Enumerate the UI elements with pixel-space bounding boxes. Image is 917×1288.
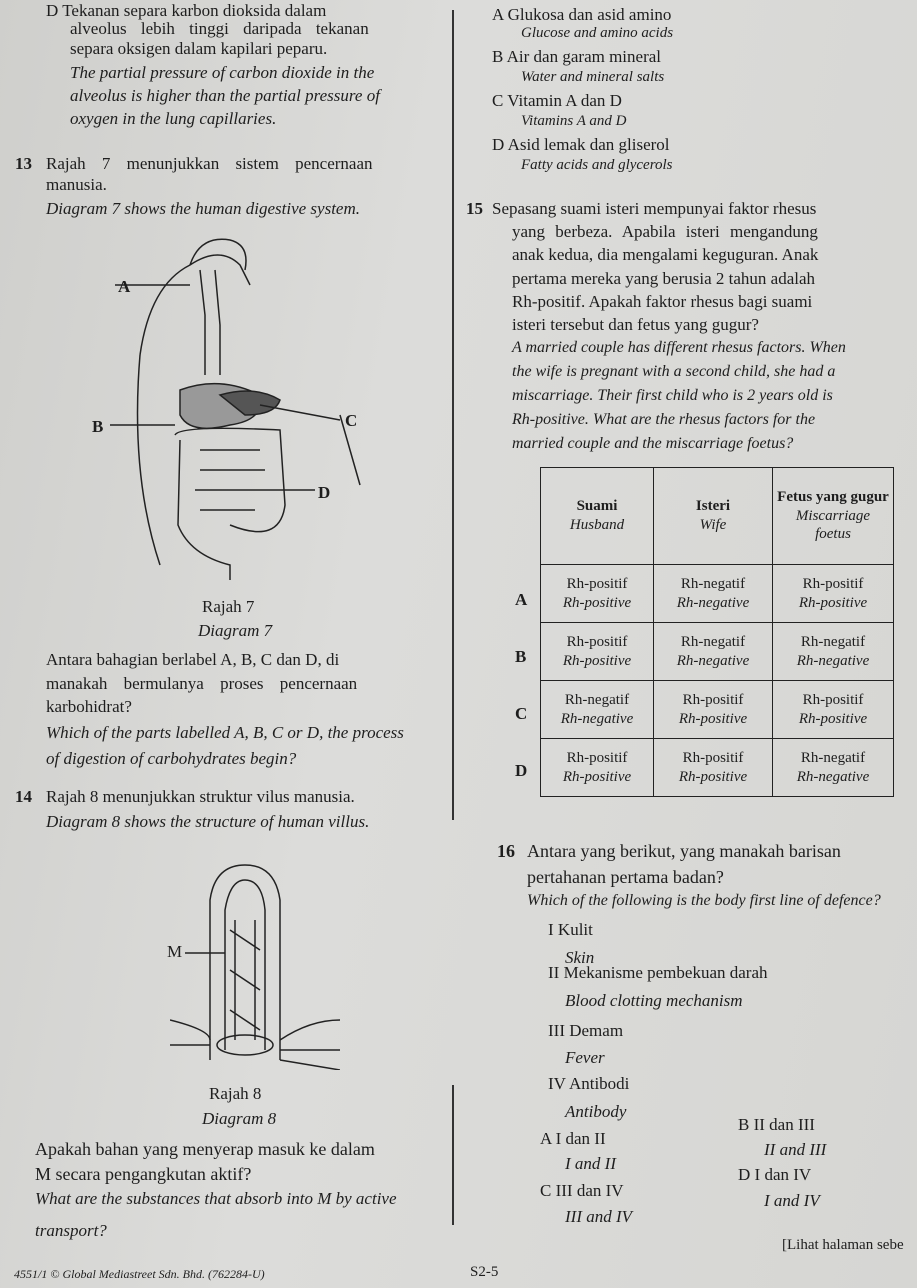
next-page-note: [Lihat halaman sebe	[782, 1237, 904, 1253]
text: Sepasang suami isteri mempunyai faktor rhesus	[492, 199, 817, 218]
text: Which of the parts labelled A, B, C or D, the process	[46, 723, 404, 742]
question-number: 13	[15, 154, 32, 173]
text: oxygen in the lung capillaries.	[70, 109, 277, 128]
text: D Tekanan separa karbon dioksida dalam	[46, 1, 327, 20]
text: Antara yang berikut, yang manakah barisan	[527, 841, 841, 861]
text: transport?	[35, 1221, 107, 1240]
option-b: B Air dan garam mineral	[492, 47, 662, 66]
table-row: Rh-negatif Rh-negative Rh-positif Rh-positive Rh-positif Rh-positive	[541, 681, 894, 739]
text: I and IV	[764, 1191, 820, 1210]
text: Which of the following is the body first line of defence?	[527, 892, 881, 909]
text: alveolus is higher than the partial pressure of	[70, 86, 380, 105]
header-husband: Suami Husband	[541, 468, 654, 565]
text: M secara pengangkutan aktif?	[35, 1164, 252, 1184]
text: The partial pressure of carbon dioxide in the	[70, 63, 375, 82]
text: Rh-positive. What are the rhesus factors for the	[512, 411, 816, 428]
table-row: Rh-positif Rh-positive Rh-negatif Rh-negative Rh-positif Rh-positive	[541, 565, 894, 623]
option-b: B II dan III	[738, 1115, 815, 1134]
text: pertama mereka yang berusia 2 tahun adalah	[512, 269, 816, 288]
item-iv: IV Antibodi	[548, 1074, 630, 1093]
option-d: D I dan IV	[738, 1165, 812, 1184]
option-d: D Asid lemak dan gliserol	[492, 135, 670, 154]
label-m: M	[167, 942, 183, 961]
label-b: B	[92, 417, 104, 436]
option-a: A Glukosa dan asid amino	[492, 5, 672, 24]
text: II and III	[764, 1140, 827, 1159]
header-foetus: Fetus yang gugur Miscarriage foetus	[773, 468, 894, 565]
text: Diagram 8 shows the structure of human villus.	[46, 812, 370, 831]
caption: Diagram 8	[202, 1109, 277, 1128]
text: manakah bermulanya proses pencernaan	[46, 674, 358, 693]
text: of digestion of carbohydrates begin?	[46, 749, 297, 768]
text: Blood clotting mechanism	[565, 991, 743, 1010]
text: Antara bahagian berlabel A, B, C dan D, di	[46, 650, 340, 669]
text: Glucose and amino acids	[521, 25, 674, 41]
column-divider	[452, 1085, 454, 1225]
text: I and II	[565, 1154, 616, 1173]
text: Fever	[565, 1048, 605, 1067]
text: Vitamins A and D	[521, 113, 627, 129]
row-label-c: C	[515, 704, 528, 723]
text: the wife is pregnant with a second child, she had a	[512, 363, 836, 380]
text: Apakah bahan yang menyerap masuk ke dalam	[35, 1139, 375, 1159]
text: Rajah 7 menunjukkan sistem pencernaan	[46, 154, 373, 173]
text: Water and mineral salts	[521, 69, 665, 85]
text: miscarriage. Their first child who is 2 years old is	[512, 387, 833, 404]
caption: Rajah 7	[202, 597, 255, 616]
page-number: S2-5	[470, 1264, 499, 1280]
label-a: A	[118, 277, 131, 296]
question-number: 15	[466, 199, 483, 218]
text: Skin	[565, 948, 595, 967]
text: isteri tersebut dan fetus yang gugur?	[512, 315, 759, 334]
question-number: 14	[15, 787, 32, 806]
column-divider	[452, 10, 454, 820]
caption: Diagram 7	[198, 621, 273, 640]
text: Fatty acids and glycerols	[521, 157, 673, 173]
text: manusia.	[46, 175, 107, 194]
label-c: C	[345, 411, 358, 430]
item-i: I Kulit	[548, 920, 593, 939]
text: What are the substances that absorb into M by active	[35, 1189, 397, 1208]
text: karbohidrat?	[46, 697, 132, 716]
row-label-b: B	[515, 647, 527, 666]
text: pertahanan pertama badan?	[527, 867, 724, 887]
text: A married couple has different rhesus factors. When	[512, 339, 846, 356]
header-wife: Isteri Wife	[654, 468, 773, 565]
item-ii: II Mekanisme pembekuan darah	[548, 963, 768, 982]
text: yang berbeza. Apabila isteri mengandung	[512, 222, 818, 241]
question-number: 16	[497, 841, 515, 861]
text: anak kedua, dia mengalami keguguran. Anak	[512, 245, 819, 264]
option-c: C Vitamin A dan D	[492, 91, 622, 110]
caption: Rajah 8	[209, 1084, 262, 1103]
text: Rajah 8 menunjukkan struktur vilus manusia.	[46, 787, 355, 806]
row-label-d: D	[515, 761, 528, 780]
text: alveolus lebih tinggi daripada tekanan	[70, 19, 369, 38]
text: Antibody	[565, 1102, 627, 1121]
option-a: A I dan II	[540, 1129, 606, 1148]
villus-diagram	[170, 860, 340, 1070]
text: III and IV	[565, 1207, 633, 1226]
label-d: D	[318, 483, 331, 502]
table-row: Rh-positif Rh-positive Rh-negatif Rh-negative Rh-negatif Rh-negative	[541, 623, 894, 681]
item-iii: III Demam	[548, 1021, 624, 1040]
text: separa oksigen dalam kapilari peparu.	[70, 39, 328, 58]
row-label-a: A	[515, 590, 528, 609]
footer-copyright: 4551/1 © Global Mediastreet Sdn. Bhd. (762284-U)	[14, 1267, 265, 1281]
table-row: Rh-positif Rh-positive Rh-positif Rh-positive Rh-negatif Rh-negative	[541, 739, 894, 797]
rhesus-table	[540, 467, 894, 797]
text: Diagram 7 shows the human digestive system.	[46, 199, 361, 218]
text: married couple and the miscarriage foetus?	[512, 435, 794, 452]
text: Rh-positif. Apakah faktor rhesus bagi suami	[512, 292, 813, 311]
option-c: C III dan IV	[540, 1181, 624, 1200]
